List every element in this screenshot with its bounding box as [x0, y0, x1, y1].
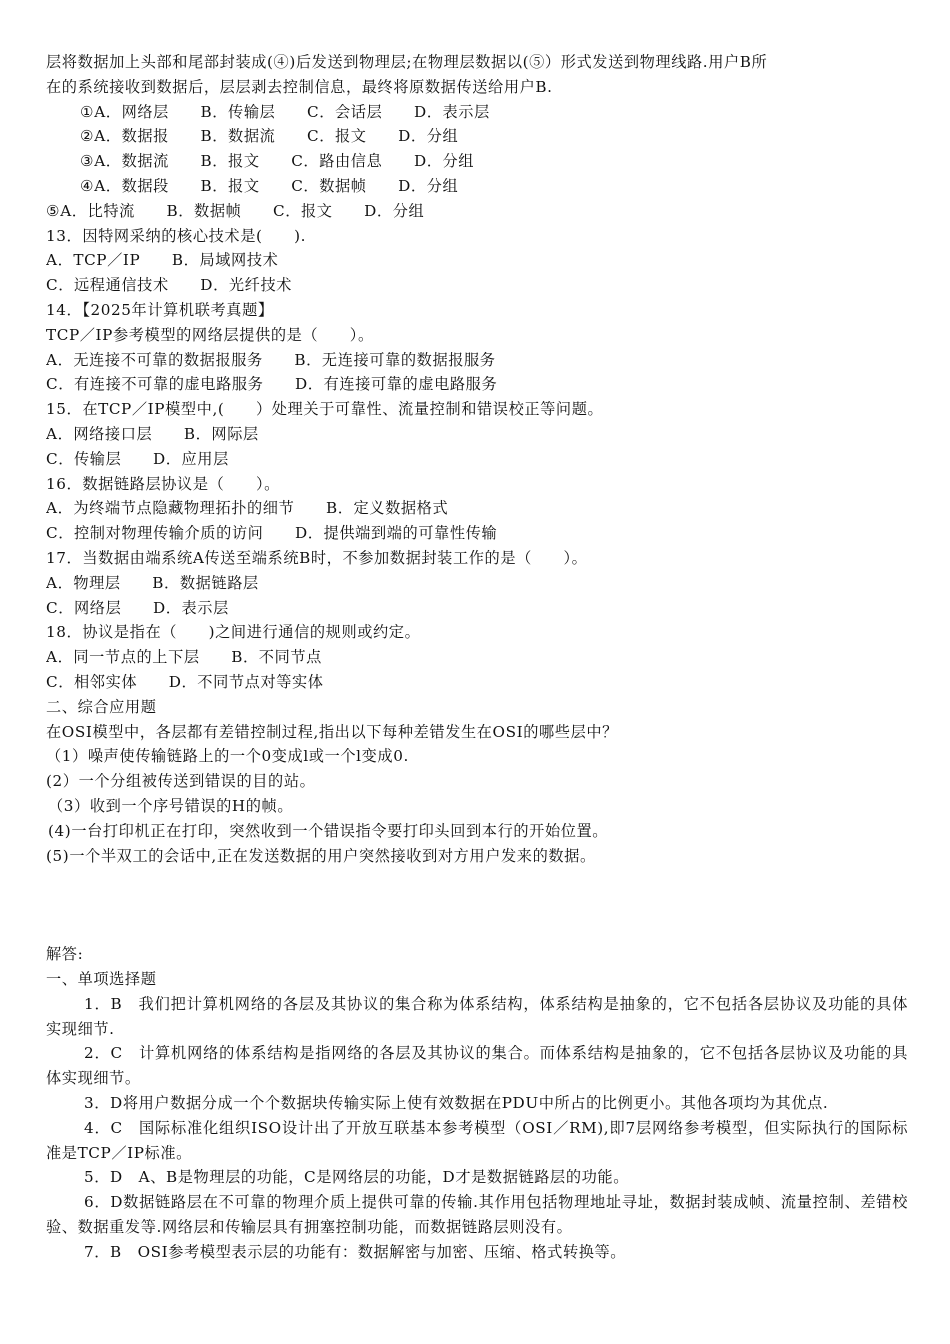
text-line: 层将数据加上头部和尾部封装成(④)后发送到物理层;在物理层数据以(⑤）形式发送到物理线路.用户B所: [46, 53, 768, 71]
blank-space: [46, 868, 908, 942]
option-line: ③A．数据流 B．报文 C．路由信息 D．分组: [80, 152, 475, 171]
option-line: ④A．数据段 B．报文 C．数据帧 D．分组: [80, 176, 459, 195]
answer-paragraph: 7．B OSI参考模型表示层的功能有：数据解密与加密、压缩、格式转换等。: [84, 1242, 627, 1261]
question-15: 15．在TCP／IP模型中,( ）处理关于可靠性、流量控制和错误校正等问题。: [46, 400, 604, 419]
answer-paragraph: 3．D将用户数据分成一个个数据块传输实际上使有效数据在PDU中所占的比例更小。其他各项均为其优点.: [84, 1094, 829, 1113]
sub-question: （1）噪声使传输链路上的一个0变成l或一个l变成0.: [46, 747, 409, 766]
application-question: 在OSI模型中，各层都有差错控制过程,指出以下每种差错发生在OSI的哪些层中？: [46, 722, 618, 741]
answer-paragraph: 2．C 计算机网络的体系结构是指网络的各层及其协议的集合。而体系结构是抽象的，它不包括各层协议及功能的具体实现细节。: [46, 1044, 908, 1088]
answer-paragraph: 5．D A、B是物理层的功能，C是网络层的功能，D才是数据链路层的功能。: [84, 1168, 629, 1187]
question-13: 13．因特网采纳的核心技术是( ).: [46, 226, 307, 245]
sub-question: (2）一个分组被传送到错误的目的站。: [46, 772, 316, 791]
document-page: [46, 50, 908, 1265]
option-line: A．物理层 B．数据链路层: [46, 573, 259, 592]
option-line: ①A．网络层 B．传输层 C．会话层 D．表示层: [80, 102, 490, 121]
option-line: A．无连接不可靠的数据报服务 B．无连接可靠的数据报服务: [46, 350, 496, 369]
option-line: ②A．数据报 B．数据流 C．报文 D．分组: [80, 127, 459, 146]
option-line: A．TCP／IP B．局域网技术: [46, 251, 279, 270]
option-line: C．相邻实体 D．不同节点对等实体: [46, 672, 324, 691]
option-line: A．同一节点的上下层 B．不同节点: [46, 648, 322, 667]
section-heading: 一、单项选择题: [46, 970, 157, 989]
option-line: C．远程通信技术 D．光纤技术: [46, 276, 293, 295]
option-line: ⑤A．比特流 B．数据帧 C．报文 D．分组: [46, 201, 425, 220]
question-14: 14．【2025年计算机联考真题】: [46, 300, 274, 319]
question-16: 16．数据链路层协议是（ ）。: [46, 474, 280, 493]
text-line: 在的系统接收到数据后，层层剥去控制信息，最终将原数据传送给用户B.: [46, 77, 553, 96]
option-line: C．网络层 D．表示层: [46, 598, 229, 617]
question-18: 18．协议是指在（ )之间进行通信的规则或约定。: [46, 623, 421, 642]
sub-question: （3）收到一个序号错误的H的帧。: [48, 796, 294, 815]
option-line: C．控制对物理传输介质的访问 D．提供端到端的可靠性传输: [46, 524, 498, 543]
question-14-text: TCP／IP参考模型的网络层提供的是（ ）。: [46, 325, 374, 344]
answers-label: 解答:: [46, 945, 84, 964]
option-line: C．有连接不可靠的虚电路服务 D．有连接可靠的虚电路服务: [46, 375, 498, 394]
option-line: A．网络接口层 B．网际层: [46, 424, 259, 443]
question-17: 17．当数据由端系统A传送至端系统B时，不参加数据封装工作的是（ ）。: [46, 548, 588, 567]
answer-paragraph: 6．D数据链路层在不可靠的物理介质上提供可靠的传输.其作用包括物理地址寻址，数据封装成帧、流量控制、差错校验、数据重发等.网络层和传输层具有拥塞控制功能，而数据链路层则没有。: [46, 1193, 908, 1237]
sub-question: (5)一个半双工的会话中,正在发送数据的用户突然接收到对方用户发来的数据。: [46, 846, 596, 865]
option-line: A．为终端节点隐藏物理拓扑的细节 B．定义数据格式: [46, 499, 449, 518]
option-line: C．传输层 D．应用层: [46, 449, 229, 468]
section-heading: 二、综合应用题: [46, 697, 157, 716]
sub-question: (4)一台打印机正在打印，突然收到一个错误指令要打印头回到本行的开始位置。: [48, 821, 609, 840]
answer-paragraph: 4．C 国际标准化组织ISO设计出了开放互联基本参考模型（OSI／RM),即7层网络参考模型，但实际执行的国际标准是TCP／IP标准。: [46, 1118, 908, 1162]
answer-paragraph: 1．B 我们把计算机网络的各层及其协议的集合称为体系结构，体系结构是抽象的，它不包括各层协议及功能的具体实现细节.: [46, 994, 908, 1038]
